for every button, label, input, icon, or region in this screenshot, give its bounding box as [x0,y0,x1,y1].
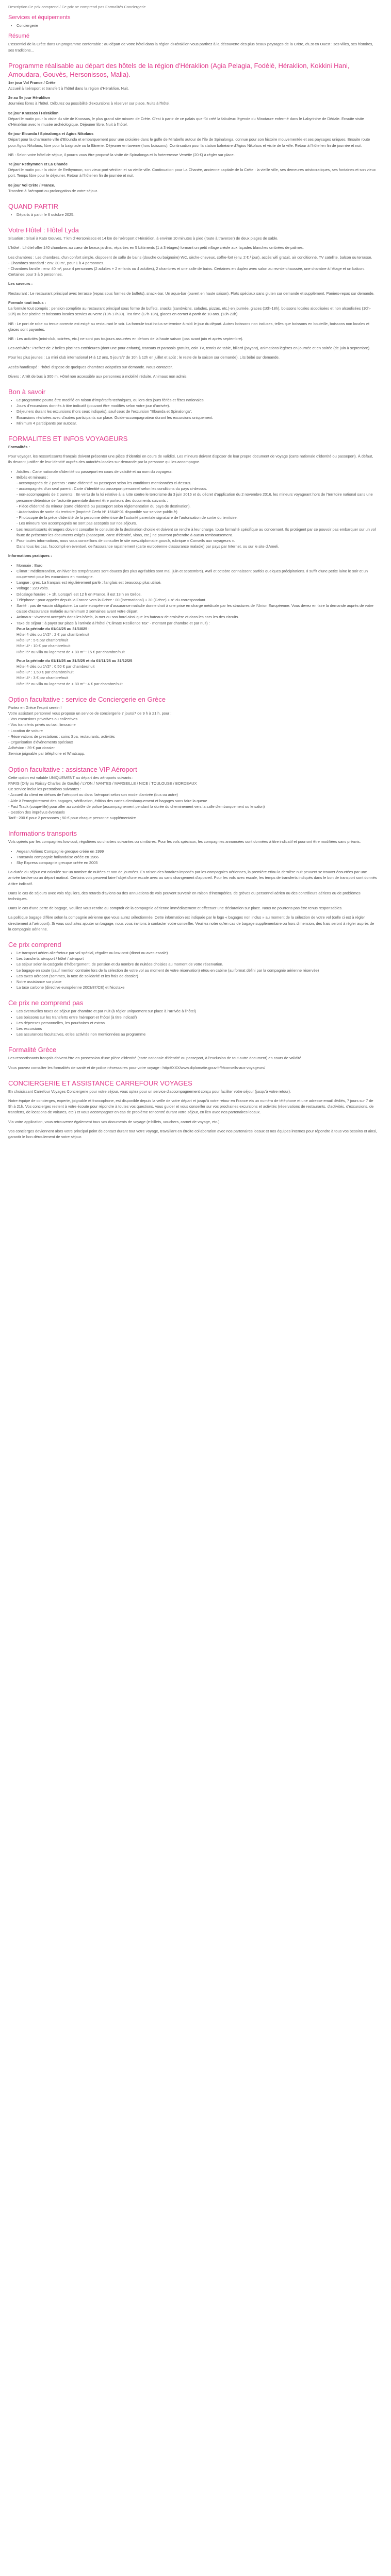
list-item: - accompagnés d'un seul parent : Carte d'identité ou passeport personnel selon les conditions du pays ci-dessus. [17,486,207,492]
hotel-title: Votre Hôtel : Hôtel Lyda [8,226,79,234]
list-item: - Aide à l'enregistrement des bagages, vérification, édition des cartes d'embarquement et bagages sans faire la queue [8,798,207,803]
hotel-situation: Situation : Situé à Kato Gouves, 7 km d'Hersonissos et 14 km de l'aéroport d'Héraklion, à environ 10 minutes à pied (route à traverser) de deux plages de sable. [8,236,279,241]
hotel-restaurant: Restaurant : Le restaurant principal avec terrasse (repas sous formes de buffets), snack-bar. Un aqua-bar (ouvert en haute saison). Plats spéciaux sans gluten sur demande et supplément. Paniers-repas sur demande. [8,291,374,296]
list-item: Hôtel 5* ou villa ou logement de + 80 m² : 15 € par chambre/nuit [17,649,125,654]
day-7-title: 7e jour Rethymnon et La Chanée [8,162,68,167]
list-item: - Gestion des imprévus éventuels [8,809,65,815]
list-item: Dans tous les cas, l'accompli en éventuel, de l'assurance rapatriement (carte européenne d'assurance maladie) par pays par Internet, ou sur le site d'Ameli. [17,544,279,549]
savoir-list [8,397,378,426]
breadcrumb-text[interactable]: Description Ce prix comprend / Ce prix ne comprend pas Formalités Conciergerie [8,5,146,9]
list-item: • Taxe de séjour : à payer sur place à l'arrivée à l'hôtel ("Climate Resilience Tax" - montant par chambre et par nuit) : [17,620,378,626]
nocomprend-title: Ce prix ne comprend pas [8,999,84,1007]
hotel-chambres-famille: - Chambres famille : env. 40 m², pour 4 personnes (2 adultes + 2 enfants ou 4 adultes), 2 chambres et une salle de bains. Certaines en duplex avec salon au rez-de-chaussée, une chambre à l'étage et un balcon. Certaines pour 3 à 5 personnes. [8,266,365,277]
resume-text: L'essentiel de la Crète dans un programme confortable : au départ de votre hôtel dans la région d'Héraklion vous partirez à la découverte des plus beaux paysages de la Crète, d'Est en Ouest : ses villes, ses histoires, ses traditions... [8,42,373,53]
day-7-text: Départ le matin pour la visite de Rethymnon, son vieux port vénitien et sa vieille ville. Continuation pour La Chanée, ancienne capitale de la Crète : la vieille ville, ses demeures aristocratiques, ses fontaines et son vieux port. Temps libre pour le déjeuner. Retour à l'hôtel en fin de journée et nuit. [8,167,376,178]
formalite-grece-link[interactable]: Vous pouvez consulter les formalités de santé et de police nécessaires pour votre voyage : http://XXX/www.diplomatie.gouv.fr/fr/conseils-aux-voyageurs/ [8,1065,266,1070]
quand-item: • Départs à partir le 6 octobre 2025. [17,212,378,217]
hotel-formule: La formule tout compris : pension complète au restaurant principal sous forme de buffets, snacks (sandwichs, salades, pizzas, etc.) en journée, glaces (10h-18h), boissons locales alcoolisées et non alcoolisées (10h-23h) au bar piscine et boissons locales servies au verre (10h-17h30). Tea time (17h-18h), glaces en cornet à partir de 10 ans. (13h-23h) [8,306,371,317]
list-item: • Les transferts aéroport / hôtel / aéroport [17,956,378,961]
list-item: Hôtel 5* ou villa ou logement de + 80 m² : 4 € par chambre/nuit [17,681,123,686]
list-item: Pour la période du 01/11/25 au 31/3/25 et du 01/11/25 au 31/12/25 [17,658,133,663]
list-item: Hôtel 3* : 5 € par chambre/nuit [17,638,69,643]
opt-assistance-text: Cette option est valable UNIQUEMENT au départ des aéroports suivants : [8,775,134,780]
list-item: - Autorisation de sortie du territoire (imprimé Cerfa N° 15646*01 disponible sur service-public.fr) [17,509,177,514]
list-item: - Réservations de prestations : soins Spa, restaurants, activités [8,734,115,739]
nocomprend-list [8,1008,378,1037]
services-item: • Conciergerie [17,23,378,28]
hotel-nb: NB : Le port de robe ou tenue correcte est exigé au restaurant le soir. La formule tout inclus se termine à midi le jour du départ. Autres boissons non incluses, telles que boissons en bouteille, boissons non locales et glaces sont payantes. [8,321,370,332]
list-item: Hôtel 4 clés ou 1*/2* : 2 € par chambre/nuit [17,632,89,637]
list-item: • Transavia compagnie hollandaise créée en 1966 [17,854,378,860]
list-item: • Notre assistance sur place [17,979,378,985]
transports-text4: Dans le cas d'une perte de bagage, veuillez vous rendre au comptoir de la compagnie aérienne immédiatement et effectuer une déclaration sur place. Nous ne pourrons pas être tenus responsables. [8,906,343,911]
programme-nb: NB : Selon votre hôtel de séjour, il pourra vous être proposé la visite de Spinalonga et la fortereresse Venétie (20 €) à régler sur place. [8,152,235,157]
formalites-intro: Pour voyager, les ressortissants français doivent présenter une pièce d'identité en cours de validité. Les mineurs doivent disposer de leur propre document de voyage (carte nationale d'identité ou passeport). À défaut, ils devront justifier de leur identité auprès des autorités locales sur demande par la personne qui les accompagne. [8,454,373,465]
opt-conciergerie-section [8,695,378,757]
list-item: • Déjeuners durant les excursions (hors ceux indiqués), sauf ceux de l'excursion "Elounda et Spinalonga". [17,409,378,414]
opt-conciergerie-text2: Votre assistant personnel vous propose un service de conciergerie 7 jours/7 de 9 h à 21 h, pour : [8,711,172,716]
formalite-grece-text: Les ressortissants français doivent être en possession d'une pièce d'identité (carte nationale d'identité ou passeport, à l'exclusion de tout autre document) en cours de validité. [8,1056,303,1061]
list-item: - Vos transferts privés ou taxi, limousine [8,722,76,727]
resume-title: Résumé [8,33,29,40]
services-title: Services et équipements [8,14,71,21]
page [0,0,391,1154]
list-item: • Sky Express compagnie grecque créée en 2005 [17,860,378,866]
opt-conciergerie-contact: Service joignable par téléphone et Whatsapp. [8,751,86,756]
hotel-saveurs: Les saveurs : [8,281,33,286]
formalites-title: FORMALITES ET INFOS VOYAGEURS [8,434,128,443]
list-item: • Voltage : 220 volts. [17,585,378,591]
list-item: - Photocopie de la pièce d'identité de la personne détentrice de l'autorité parentale signataire de l'autorisation de sortie du territoire. [17,515,238,520]
formalites-section [8,434,378,687]
transports-list [8,849,378,866]
services-list [8,23,378,28]
hotel-divers: Divers : Arrêt de bus à 300 m. Hôtel non accessible aux personnes à mobilité réduite. Animaux non admis. [8,374,188,379]
conciergerie-text1: En choisissant Carrefour Voyages Conciergerie pour votre séjour, vous optez pour un service d'accompagnement conçu pour faciliter votre séjour (jusqu'à votre retour). [8,1089,291,1094]
list-item: - Les mineurs non accompagnés ne sont pas acceptés sur nos séjours. [17,521,137,526]
opt-assistance-title: Option facultative : assistance VIP Aéroport [8,765,137,773]
opt-conciergerie-adhesion: Adhésion : 39 € par dossier. [8,745,56,751]
list-item: • Les éventuelles taxes de séjour par chambre et par nuit (à régler uniquement sur place à l'arrivée à l'hôtel) [17,1008,378,1014]
list-item: - accompagnés de 2 parents : carte d'identité ou passeport selon les conditions mentionnées ci-dessus. [17,480,191,485]
list-item: Hôtel 4* : 3 € par chambre/nuit [17,675,69,681]
quand-section [8,202,378,217]
formalites-list [8,469,378,550]
list-item: - Location de voiture [8,728,43,733]
comprend-section [8,940,378,990]
comprend-list [8,950,378,990]
list-item: - Fast Track (coupe-file) pour aller au contrôle de police (accompagnement pendant la durée du cheminement vers la salle d'embarquement ou le salon) [8,804,265,809]
programme-section [8,61,378,194]
opt-assistance-price: Tarif : 200 € pour 2 personnes ; 50 € pour chaque personne supplémentaire [8,816,136,821]
conciergerie-section [8,1079,378,1140]
day-5-title: 5e jour Knossos / Héraklion [8,110,59,115]
list-item: • Les taxes aéroport (sommes, la taxe de solidarité et les frais de dossier) [17,973,378,979]
transports-text2: La durée du séjour est calculée sur un nombre de nuitées et non de journées. En raison des horaires imposés par les compagnies aériennes, la première et/ou la dernière nuit peuvent se trouver écourtées par une arrivée tardive ou un départ matinal. Certains vols peuvent faire l'objet d'une escale avec ou sans changement d'appareil. Pour les vols avec escale, les temps de transferts indiqués dans le bon de transport sont donnés à titre indicatif. [8,870,377,886]
formalites-sub: Formalités : [8,444,30,449]
list-item: • Santé : pas de vaccin obligatoire. La carte européenne d'assurance maladie donne droit à une prise en charge médicale par les structures de l'Union Européenne. Vous devez en faire la demande auprès de votre caisse d'assurance maladie au minimum 2 semaines avant votre départ. [17,603,378,614]
list-item: Hôtel 4 clés ou 1*/2* : 0,50 € par chambre/nuit [17,664,95,669]
list-item: Hôtel 3* : 1,50 € par chambre/nuit [17,670,74,675]
transports-title: Informations transports [8,829,77,838]
hotel-activites: Les activités : Profitez de 2 belles piscines extérieures (dont une pour enfants), transats et parasols gratuits, coin TV, tennis de table, billard (payant), animations légères en journée et en soirée (de juin à septembre). [8,346,371,351]
list-item: Pour la période du 01/04/25 au 31/10/25 : [17,626,90,631]
comprend-title: Ce prix comprend [8,940,61,948]
hotel-chambres: Les chambres : Les chambres, d'un confort simple, disposent de salle de bains (douche ou baignoire) WC, sèche-cheveux, coffre-fort (env. 2 € / jour), accès wifi gratuit, air conditionné, TV satellite, balcon ou terrasse. [8,255,372,260]
resume-section [8,32,378,53]
hotel-formule-title: Formule tout inclus : [8,300,46,305]
list-item: • Monnaie : Euro [17,563,378,568]
list-item: • Le programme pourra être modifié en raison d'impératifs techniques, ou lors des jours fériés et fêtes nationales. [17,397,378,403]
opt-assistance-text3: Ce service inclut les prestations suivantes : [8,787,82,792]
list-item: • Climat : méditerranéen, en hiver les températures sont douces (les plus agréables sont mai, juin et septembre). Avril et octobre connaissent parfois quelques précipitations. Il suffit d'une petite laine le soir et un coupe-vent pour les excursions en montagne. [17,568,378,580]
list-item: - non-accompagnés de 2 parents : En vertu de la loi relative à la lutte contre le terrorisme du 3 juin 2016 et du décret d'application du 2 novembre 2016, les mineurs voyageant hors de l'territoire national sans une personne détentrice de l'autorité parentale doivent être porteurs des documents suivants : [17,492,373,503]
breadcrumb [8,4,378,10]
list-item: • Le bagage en soute (sauf mention contraire lors de la sélection de votre vol au moment de votre réservation) et/ou en cabine (au format défini par la compagnie aérienne réservée) [17,968,378,973]
formalite-grece-section [8,1045,378,1070]
services-section [8,14,378,28]
savoir-title: Bon à savoir [8,387,46,396]
list-item: • Les assurances facultatives, et les activités non mentionnées au programme [17,1031,378,1037]
formalite-grece-title: Formalité Grèce [8,1046,57,1054]
info-list [8,563,378,687]
opt-assistance-section [8,765,378,821]
list-item: • Aegean Airlines Compagnie grecque créée en 1999 [17,849,378,854]
list-item: • Le transport aérien aller/retour par vol spécial, régulier ou low-cost (direct ou avec escale) [17,950,378,956]
hotel-description: L'hôtel : L'hôtel offre 140 chambres au cœur de beaux jardins, réparties en 5 bâtiments (1 à 3 étages) formant un petit village créole aux façades blanches ombrées de palmes. [8,245,304,250]
day-6-text: Départ pour la charmante ville d'Elounda et embarquement pour une croisière dans le golfe de Mirabello autour de l'île de Spinalonga, connue pour son histoire mouvementée et ses paysages uniques. Ensuite route pour Agios Nikolaos, libre pour la baignade ou la flânerie. Déjeuner en taverne (hors boissons). Continuation pour la station balnéaire d'Agios Nikolaos et visite de la ville. Retour à l'hôtel en fin de journée et nuit. [8,137,370,148]
conciergerie-text4: Vos concierges deviennent alors votre principal point de contact durant tout votre voyage, travaillant en étroite collaboration avec nos partenaires locaux et nos équipes internes pour répondre à tous vos besoins et ainsi, garantir le bon déroulement de votre séjour. [8,1128,377,1140]
list-item: • Animaux : vivement acceptés dans les hôtels, la mer ou son bord ainsi que les bateaux de croisière et dans les cars les des circuits. [17,614,378,620]
list-item: • Bébés et mineurs : [17,474,378,480]
transports-text1: Vols opérés par les compagnies low-cost, régulières ou charters suivantes ou similaires. Pour les vols spéciaux, les compagnies annoncées sont données à titre indicatif et pourront être modifiées sans préavis. [8,839,361,844]
transports-text3: Dans le cas de séjours avec vols réguliers, des retards d'avions ou des annulations de vols peuvent survenir en raison d'intempéries, de grèves du personnel aérien ou des contrôleurs aériens ou de problèmes techniques. [8,890,361,901]
transports-text5: La politique bagage diffère selon la compagnie aérienne que vous aurez sélectionnée. Cette information est indiquée par le logo « bagages non inclus » au moment de la sélection de votre vol (celle ci est à régler directement à l'aéroport). Si vous souhaitez ajouter un bagage, nous vous invitons à contacter votre conseiller. Veuillez noter qu'en cas de bagage supplémentaire ou hors dimension, des frais seront à régler auprès de la compagnie aérienne. [8,915,374,931]
list-item: - Accueil du client en dehors de l'aéroport ou dans l'aéroport selon son mode d'arrivée (bus ou autre) [8,792,178,798]
list-item: • Les ressortissants étrangers doivent consulter le consulat de la destination choisie et doivent se rendre à leur charge, toute formalité spécifique au concernant. Ils protègent par ce pouvoir pas embarquer sur un vol faute de présenter les documents exigés (passeport, carte d'identité, visas, etc.) ne pourront prétendre à aucun remboursement. [17,527,378,538]
list-item: - Pièce d'identité du mineur (carte d'identité ou passeport selon réglementation du pays de destination). [17,503,191,509]
day-1-title: 1er jour Vol France / Crète [8,80,56,85]
conciergerie-title: CONCIERGERIE ET ASSISTANCE CARREFOUR VOYAGES [8,1079,192,1087]
conciergerie-text2: Notre équipe de concierges, experte, joignable et francophone, est disponible depuis la veille de votre départ et jusqu'à votre retour en France via un numéro de téléphone et une adresse email dédiés, 7 jours sur 7 de 9h à 21h. Vos concierges restent à votre écoute pour répondre à toutes vos questions, vous guider et vous conseiller sur vos prochaines excursions et activités (réservations de restaurants, d'activités, d'excursions, de transferts, de locations de voitures, etc.) et vous accompagner en cas de problème rencontré durant votre séjour, en lien avec nos partenaires locaux. [8,1098,374,1115]
list-item: • Jours d'excursions donnés à titre indicatif (pouvant être modifiés selon votre jour d'arrivée). [17,403,378,409]
savoir-section [8,387,378,426]
opt-conciergerie-title: Option facultative : service de Conciergerie en Grèce [8,695,166,703]
day-2-text: Journées libres à l'hôtel. Débutez ou possibilité d'excursions à réserver sur place. Nuits à l'hôtel. [8,101,171,106]
hotel-section [8,226,378,379]
programme-title: Programme réalisable au départ des hôtels de la région d'Héraklion (Agia Pelagia, Fodélé, Héraklion, Kokkini Hani, Amoudara, Gouvès, Hersonissos, Malia). [8,61,350,78]
day-8-text: Transfert à l'aéroport ou prolongation de votre séjour. [8,188,98,193]
list-item: • Le séjour selon la catégorie d'hébergement, de pension et du nombre de nuitées choisies au moment de votre réservation. [17,961,378,967]
list-item: • Adultes : Carte nationale d'identité ou passeport en cours de validité et au nom du voyageur. [17,469,378,474]
day-6-title: 6e jour Elounda / Spinalonga et Agios Nikolaos [8,131,94,137]
hotel-enfants: Pour les plus jeunes : La mini club international (4 à 12 ans, 5 jours/7 de 10h à 12h en juillet et août ; le reste de la saison sur demande). Lits bébé sur demande. [8,355,280,360]
day-8-title: 8e jour Vol Crète / France. [8,182,55,188]
list-item: • Langue : grec. La français est régulièrement parlé ; l'anglais est beaucoup plus utilisé. [17,580,378,585]
opt-assistance-airports: PARIS (Orly ou Roissy Charles de Gaulle) / LYON / NANTES / MARSEILLE / NICE / TOULOUSE / BORDEAUX [8,781,197,786]
list-item: • Excursions réalisées avec d'autres participants sur place. Guide-accompagnateur durant les excursions uniquement. [17,415,378,420]
list-item: • Pour toutes informations, nous vous conseillons de consulter le site www.diplomatie.gouv.fr, rubrique « Conseils aux voyageurs ». [17,538,378,544]
nocomprend-section [8,998,378,1037]
hotel-nb2: NB : Les activités (mini-club, soirées, etc.) ne sont pas toujours assurées en dehors de la haute saison (pas avant juin et après septembre). [8,336,243,341]
day-2-title: 2e au 5e jour Héraklion [8,95,50,100]
list-item: • Téléphone : pour appeler depuis la France vers la Grèce : 00 (international) + 30 (Grèce) + n° du correspondant. [17,597,378,603]
list-item: • Minimum 4 participants par autocar. [17,420,378,426]
hotel-acces: Accès handicapé : l'hôtel dispose de quelques chambres adaptées sur demande. Nous contacter. [8,364,173,369]
list-item: • Les dépenses personnelles, les pourboires et extras [17,1020,378,1026]
transports-section [8,829,378,932]
list-item: • La taxe carbone (directive européenne 2003/87/CE) et l'écotaxe [17,985,378,990]
quand-title: QUAND PARTIR [8,202,59,211]
list-item: • Les excursions [17,1026,378,1031]
opt-conciergerie-text1: Partez en Grèce l'esprit serein ! [8,705,62,710]
list-item: - Vos excursions privatives ou collectives [8,717,77,722]
day-1-text: Accueil à l'aéroport et transfert à l'hôtel dans la région d'Héraklion. Nuit. [8,86,129,91]
list-item: Hôtel 4* : 10 € par chambre/nuit [17,643,71,649]
conciergerie-text3: Via votre application, vous retrouverez également tous vos documents de voyage (e-billets, vouchers, carnet de voyage, etc.). [8,1119,221,1124]
list-item: - Organisation d'événements spéciaux [8,740,73,745]
list-item: • Les boissons sur les transferts entre l'aéroport et l'hôtel (à titre indicatif) [17,1014,378,1020]
hotel-chambres-standard: - Chambres standard : env. 30 m², pour 1 à 4 personnes. [8,260,104,265]
list-item: • Décalage horaire : + 1h. Lorsqu'il est 12 h en France, il est 13 h en Grèce. [17,591,378,597]
day-5-text: Départ le matin pour la visite du site de Knossos, le plus grand site minoen de Crète. C'est à partir de ce palais que fût créé la fabuleux légende du Minotaure enfermé dans le Labyrinthe de Dédale. Ensuite visite d'Héraklion avec le musée archéologique. Déjeuner libre. Nuit à l'hôtel. [8,116,364,127]
info-title: Informations pratiques : [8,553,52,558]
